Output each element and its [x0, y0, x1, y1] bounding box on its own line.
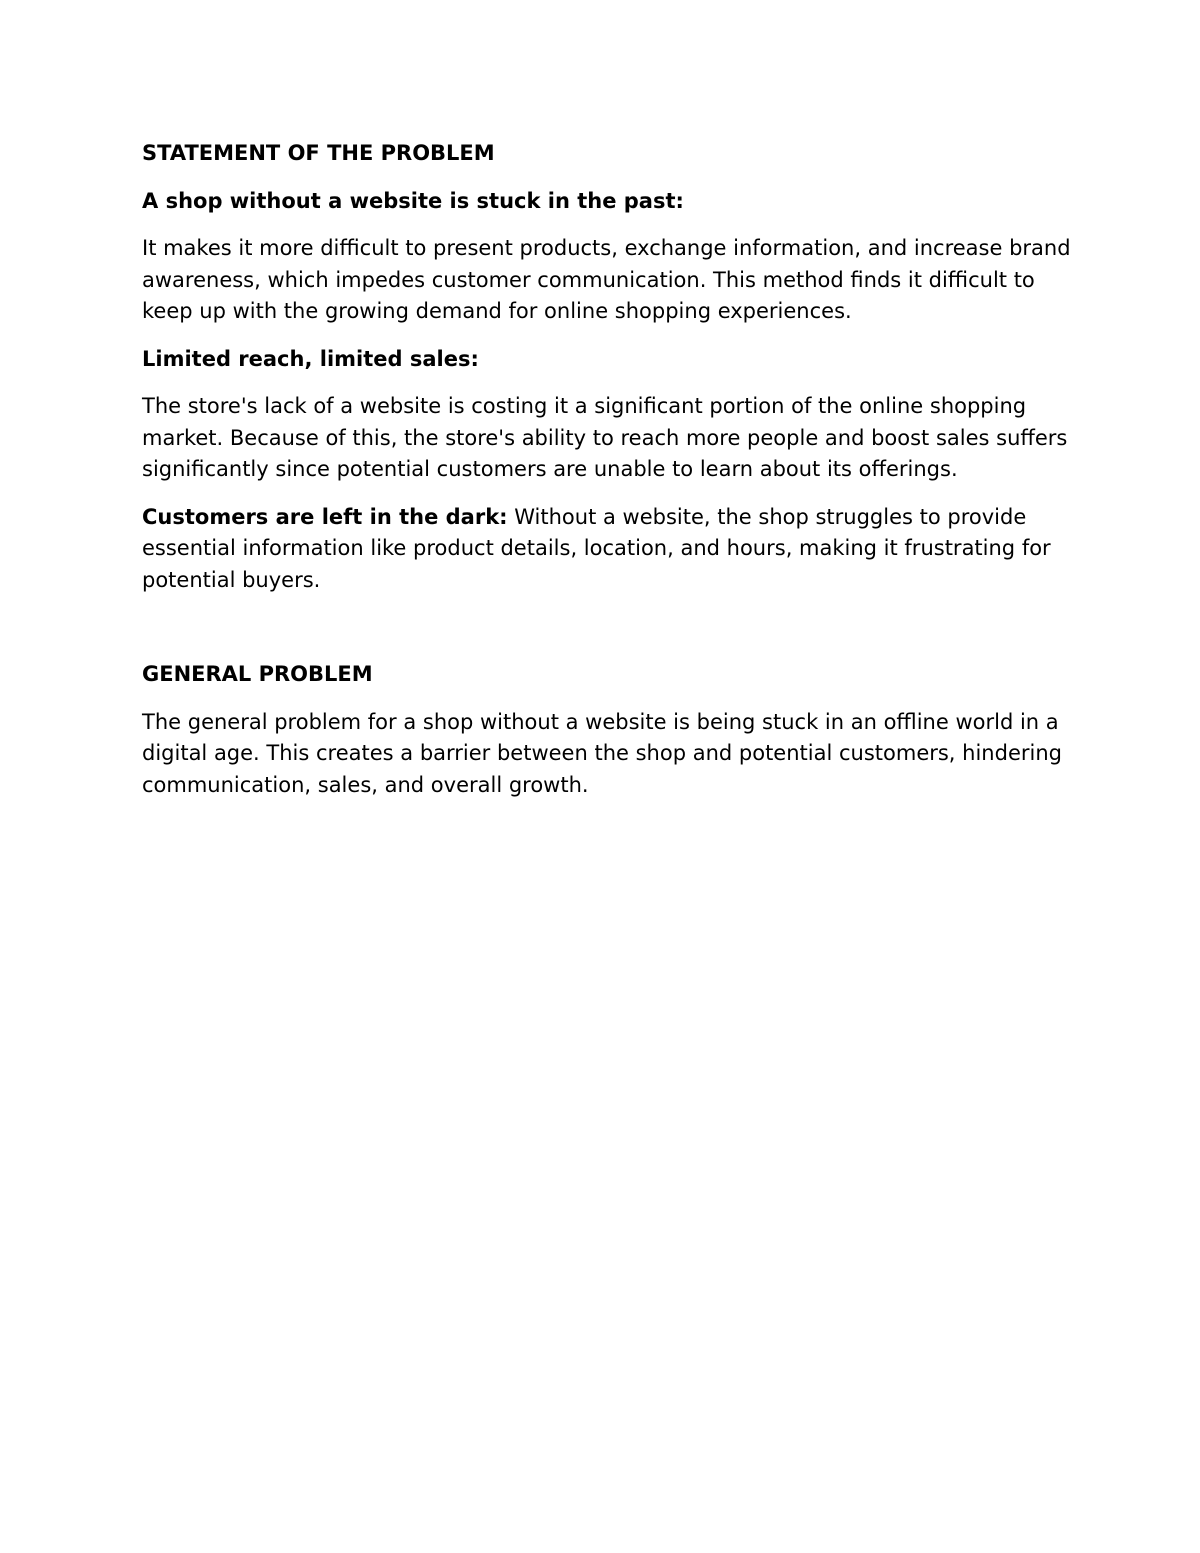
section-heading-past: A shop without a website is stuck in the past: [142, 188, 684, 213]
paragraph-general: The general problem for a shop without a website is being stuck in an offline world in a digital age. This creates a barrier between the shop and potential customers, hindering communication, sales, and overall growth. [142, 709, 1062, 797]
statement-heading: STATEMENT OF THE PROBLEM [142, 141, 495, 165]
paragraph-dark-text: Without a website, the shop struggles to provide essential information like product details, location, and hours, making it frustrating for potential buyers. [142, 504, 1051, 592]
paragraph-past: It makes it more difficult to present products, exchange information, and increase brand awareness, which impedes customer communication. This method finds it difficult to keep up with the growing demand for online shopping experiences. [142, 236, 1071, 323]
paragraph-dark [142, 502, 1072, 597]
section-spacer [142, 612, 1072, 659]
lead-in-dark: Customers are left in the dark: [142, 504, 508, 529]
section-heading-reach: Limited reach, limited sales: [142, 346, 479, 371]
paragraph-reach: The store's lack of a website is costing it a significant portion of the online shopping market. Because of this, the store's ability to reach more people and boost sales suffers significantly since potential customers are unable to learn about its offerings. [142, 394, 1068, 481]
general-heading: GENERAL PROBLEM [142, 662, 373, 686]
document-body [142, 138, 1072, 817]
